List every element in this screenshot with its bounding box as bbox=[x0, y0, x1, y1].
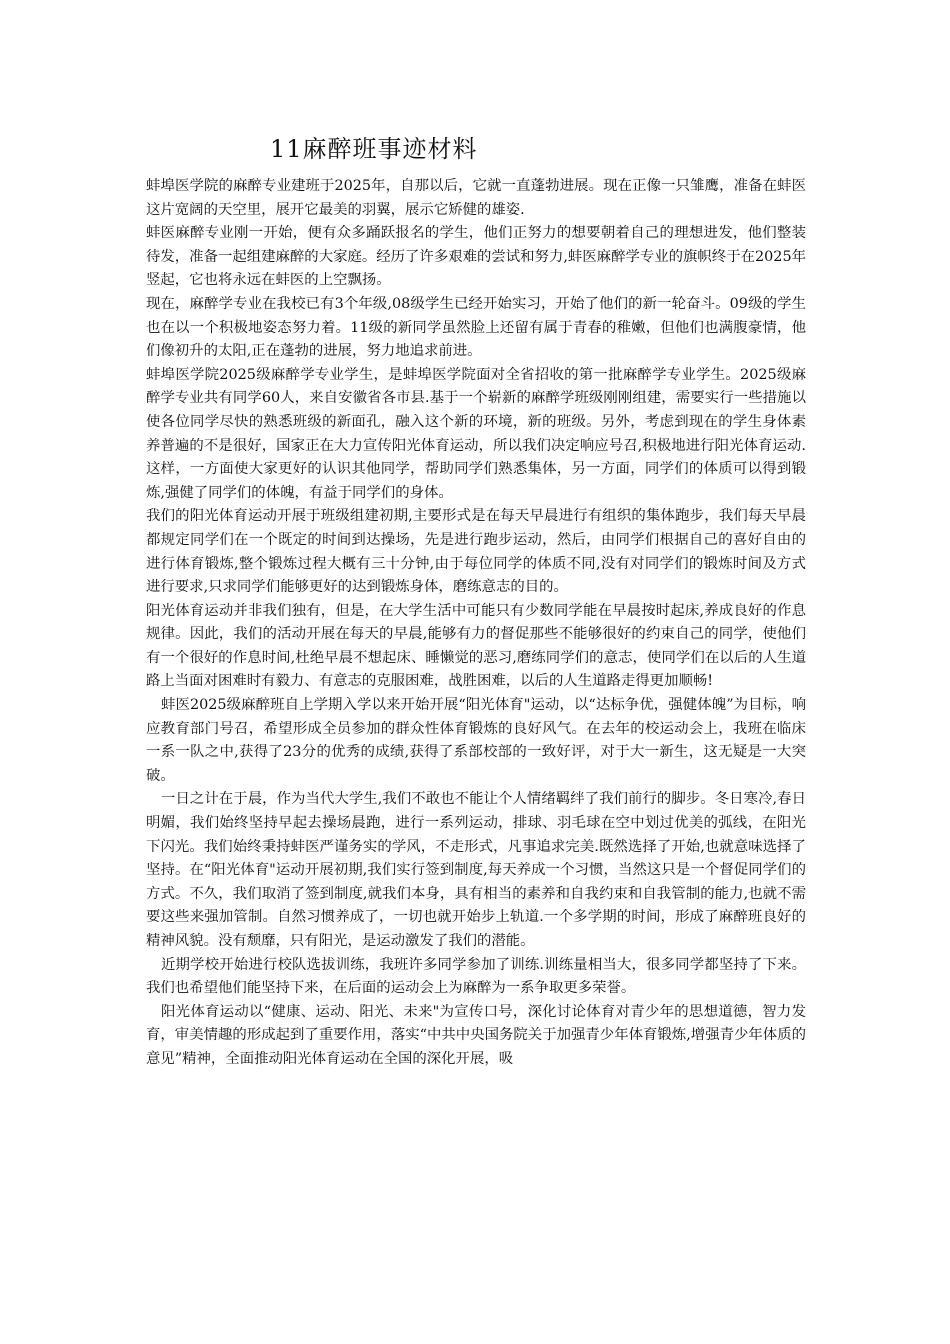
paragraph-5: 我们的阳光体育运动开展于班级组建初期,主要形式是在每天早晨进行有组织的集体跑步，我们每天早晨都规定同学们在一个既定的时间到达操场，先是进行跑步运动，然后，由同学们根据自己的喜好自由的进行体育锻炼,整个锻炼过程大概有三十分钟,由于每位同学的体质不同,没有对同学们的锻炼时间及方式进行要求,只求同学们能够更好的达到锻炼身体，磨练意志的目的。 bbox=[146, 508, 806, 596]
document-body bbox=[146, 175, 806, 1072]
paragraph-7: 蚌医2025级麻醉班自上学期入学以来开始开展“阳光体育"运动，以“达标争优，强健体魄”为目标，响应教育部门号召，希望形成全员参加的群众性体育锻炼的良好风气。在去年的校运动会上，我班在临床一系一队之中,获得了23分的优秀的成绩,获得了系部校部的一致好评，对于大一新生，这无疑是一大突破。 bbox=[146, 697, 806, 784]
paragraph-6: 阳光体育运动并非我们独有，但是，在大学生活中可能只有少数同学能在早晨按时起床,养成良好的作息规律。因此，我们的活动开展在每天的早晨,能够有力的督促那些不能够很好的约束自己的同学，使他们有一个很好的作息时间,杜绝早晨不想起床、睡懒觉的恶习,磨练同学们的意志，使同学们在以后的人生道路上当面对困难时有毅力、有意志的克服困难，战胜困难，以后的人生道路走得更加顺畅! bbox=[146, 602, 806, 690]
paragraph-3: 现在，麻醉学专业在我校已有3个年级,08级学生已经开始实习，开始了他们的新一轮奋斗。09级的学生也在以一个积极地姿态努力着。11级的新同学虽然脸上还留有属于青春的稚嫩，但他们也满腹豪情，他们像初升的太阳,正在蓬勃的进展，努力地追求前进。 bbox=[146, 295, 806, 360]
paragraph-4: 蚌埠医学院2025级麻醉学专业学生，是蚌埠医学院面对全省招收的第一批麻醉学专业学生。2025级麻醉学专业共有同学60人，来自安徽省各市县.基于一个崭新的麻醉学班级刚刚组建，需要实行一些措施以使各位同学尽快的熟悉班级的新面孔，融入这个新的环境，新的班级。另外，考虑到现在的学生身体素养普遍的不是很好，国家正在大力宣传阳光体育运动，所以我们决定响应号召,积极地进行阳光体育运动.这样，一方面使大家更好的认识其他同学，帮助同学们熟悉集体，另一方面，同学们的体质可以得到锻炼,强健了同学们的体魄，有益于同学们的身体。 bbox=[146, 366, 806, 501]
paragraph-8: 一日之计在于晨，作为当代大学生,我们不敢也不能让个人情绪羁绊了我们前行的脚步。冬日寒冷,春日明媚，我们始终坚持早起去操场晨跑，进行一系列运动，排球、羽毛球在空中划过优美的弧线，在阳光下闪光。我们始终秉持蚌医严谨务实的学风，不走形式，凡事追求完美.既然选择了开始,也就意味选择了坚持。在“阳光体育"运动开展初期,我们实行签到制度,每天养成一个习惯，当然这只是一个督促同学们的方式。不久，我们取消了签到制度,就我们本身，具有相当的素养和自我约束和自我管制的能力,也就不需要这些来强加管制。自然习惯养成了，一切也就开始步上轨道.一个多学期的时间，形成了麻醉班良好的精神风貌。没有颓靡，只有阳光，是运动激发了我们的潜能。 bbox=[146, 791, 806, 949]
paragraph-10: 阳光体育运动以“健康、运动、阳光、未来"为宣传口号，深化讨论体育对青少年的思想道德，智力发育，审美情趣的形成起到了重要作用，落实“中共中央国务院关于加强青少年体育锻炼,增强青少年体质的意见”精神，全面推动阳光体育运动在全国的深化开展，吸 bbox=[146, 1003, 806, 1067]
paragraph-9: 近期学校开始进行校队选拔训练，我班许多同学参加了训练.训练量相当大，很多同学都坚持了下来。我们也希望他们能坚持下来，在后面的运动会上为麻醉为一系争取更多荣誉。 bbox=[146, 956, 806, 997]
paragraph-2: 蚌医麻醉专业刚一开始，便有众多踊跃报名的学生，他们正努力的想要朝着自己的理想进发，他们整装待发，准备一起组建麻醉的大家庭。经历了许多艰难的尝试和努力,蚌医麻醉学专业的旗帜终于在2025年竖起，它也将永远在蚌医的上空飘扬。 bbox=[146, 225, 806, 289]
paragraph-1: 蚌埠医学院的麻醉专业建班于2025年，自那以后，它就一直蓬勃进展。现在正像一只雏鹰，准备在蚌医这片宽阔的天空里，展开它最美的羽翼，展示它矫健的雄姿. bbox=[146, 178, 806, 218]
document-title: 11麻醉班事迹材料 bbox=[270, 135, 478, 163]
